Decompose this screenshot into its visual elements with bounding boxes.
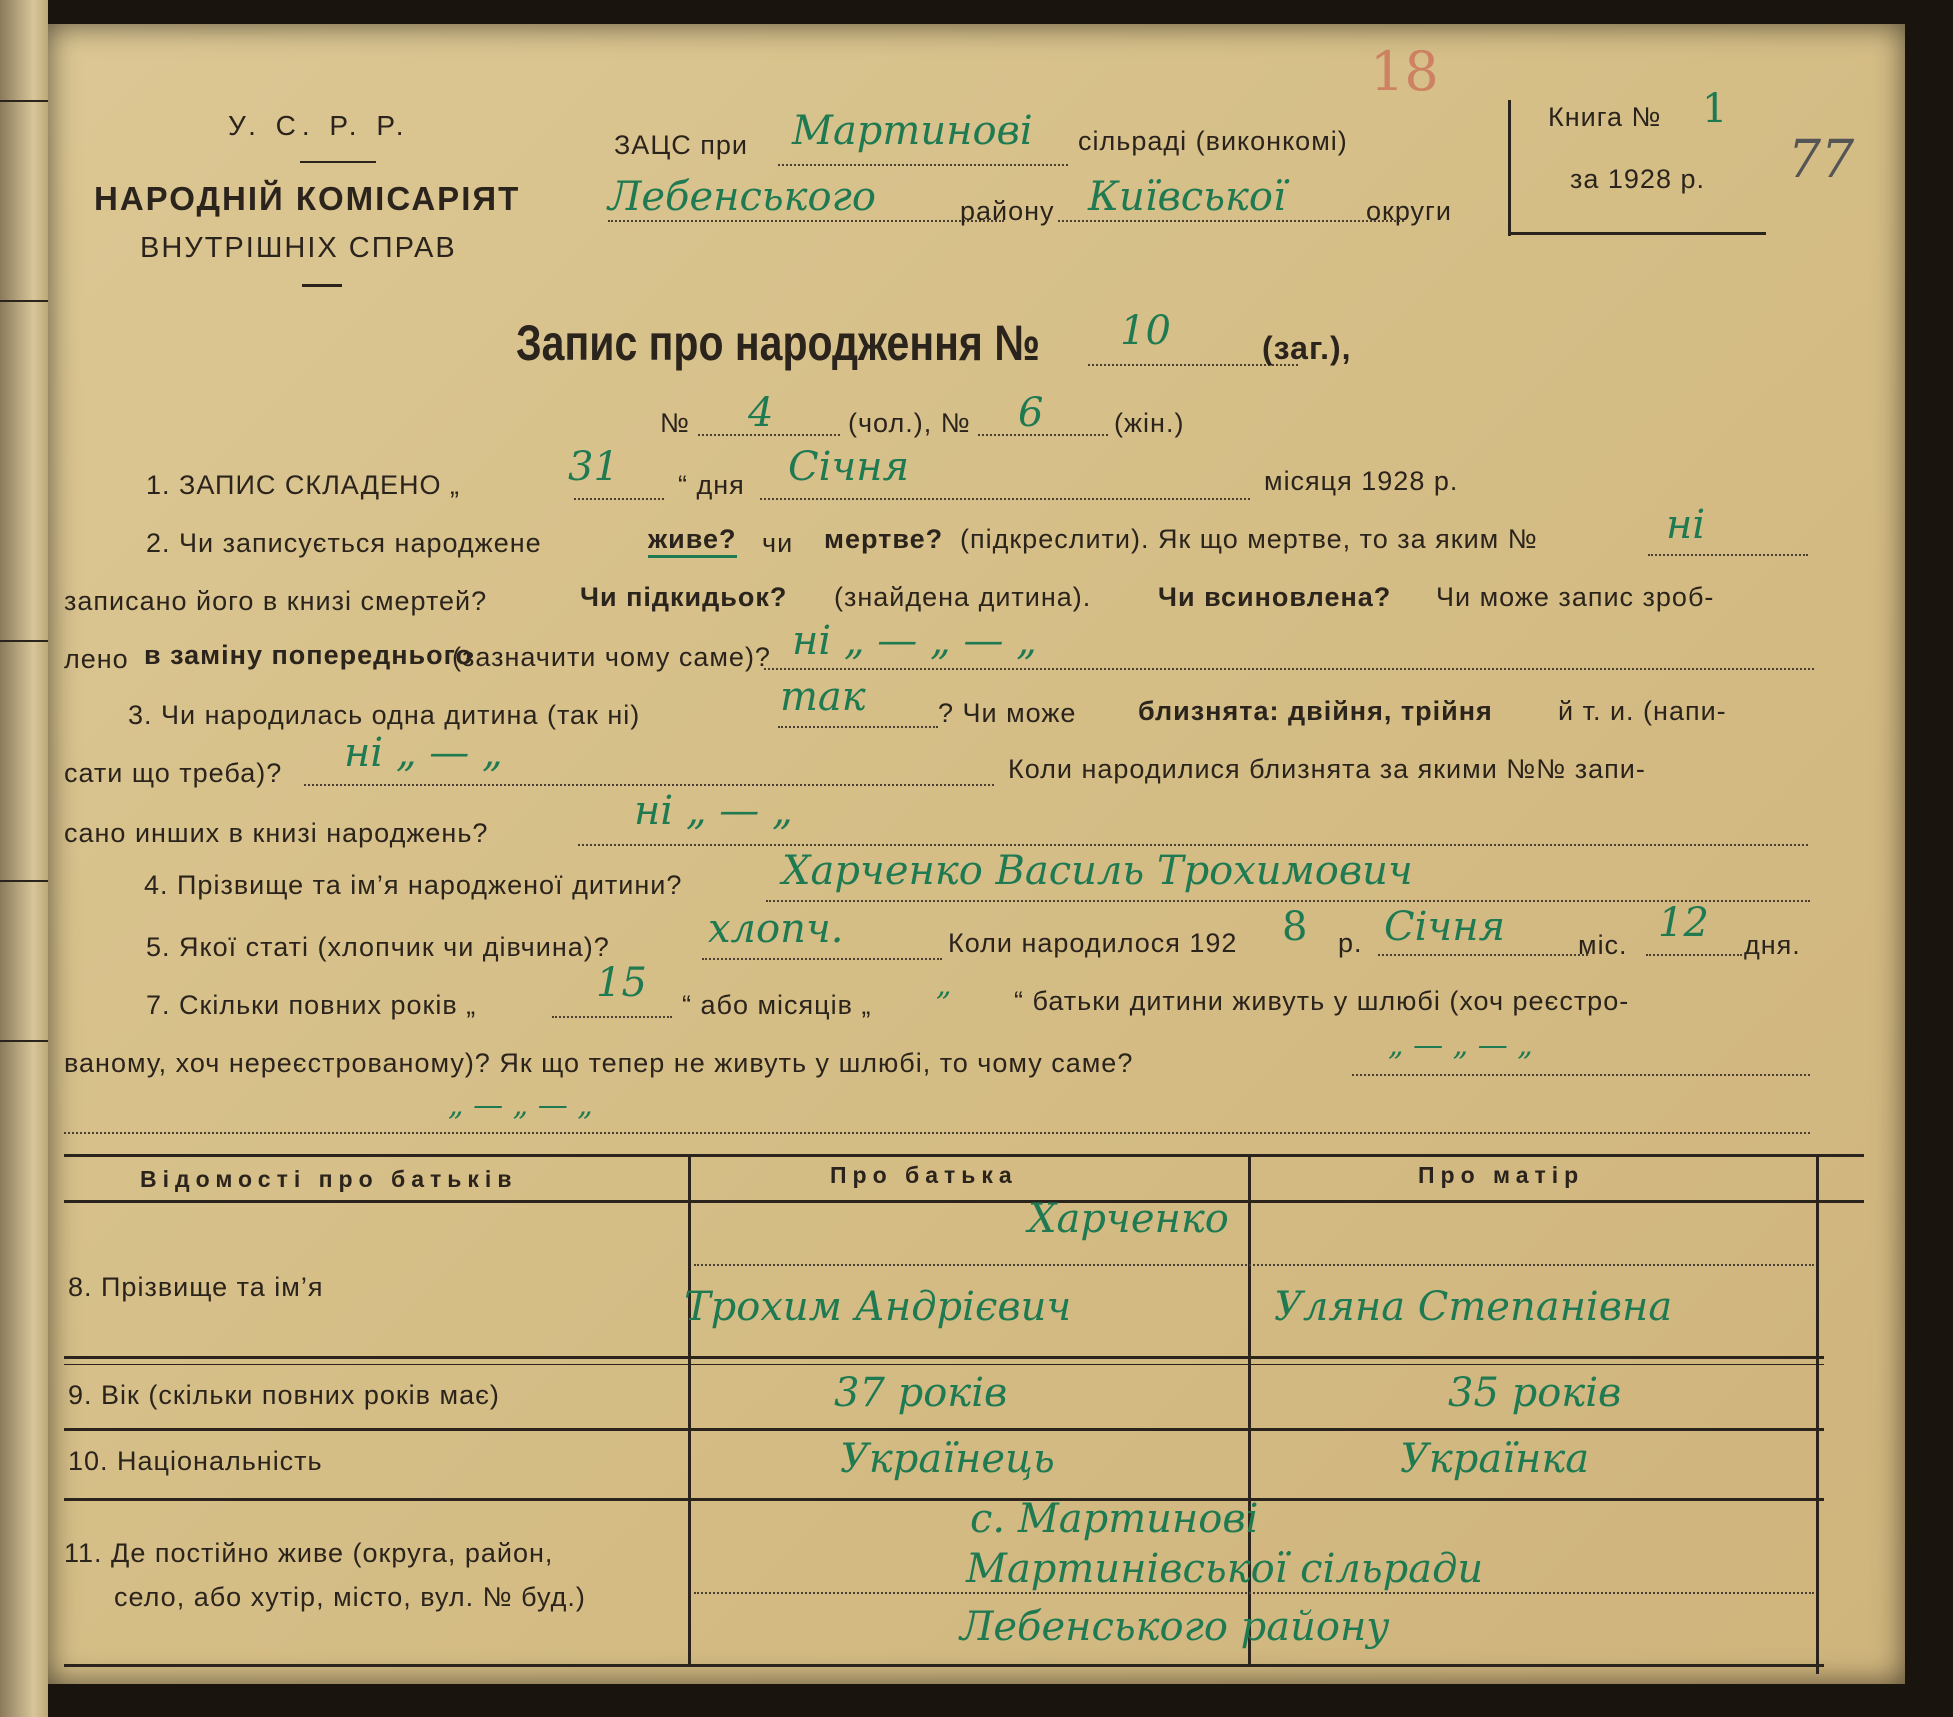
dept-label: ВНУТРІШНІХ СПРАВ xyxy=(140,232,457,264)
fill-line xyxy=(574,498,664,500)
zags-village-handwritten: Мартинові xyxy=(792,108,1033,154)
book-label: Книга № xyxy=(1548,102,1662,132)
fill-line xyxy=(694,1264,1814,1266)
raion-label: району xyxy=(960,196,1055,226)
line1-label: 1. ЗАПИС СКЛАДЕНО „ xyxy=(146,470,460,500)
q2-cont: записано його в книзі смертей? xyxy=(64,586,488,616)
zag-label: (заг.), xyxy=(1262,330,1352,366)
month-year-label: місяця 1928 р. xyxy=(1264,466,1459,496)
residence-silrada-handwritten: Мартинівської сільради xyxy=(966,1546,1484,1592)
fill-line xyxy=(64,1132,1810,1134)
book-year: за 1928 р. xyxy=(1570,164,1705,194)
q2-dead: мертве? xyxy=(824,524,944,554)
q7-reason-handwritten: „ — „ — „ xyxy=(1388,1028,1533,1063)
divider xyxy=(302,284,342,287)
father-age-handwritten: 37 років xyxy=(834,1370,1008,1416)
spine-rule xyxy=(0,640,48,642)
fill-line xyxy=(1648,554,1808,556)
q2-or: чи xyxy=(762,528,794,558)
mother-name-handwritten: Уляна Степанівна xyxy=(1274,1284,1673,1330)
spine-rule xyxy=(0,880,48,882)
table-border xyxy=(64,1154,1864,1157)
fill-line xyxy=(578,844,1808,846)
red-mark: 18 xyxy=(1370,40,1439,103)
marriage-months-handwritten: „ xyxy=(936,968,952,1003)
q3-cont2: сано инших в книзі народжень? xyxy=(64,818,489,848)
q2-replace-prev: в заміну попереднього xyxy=(144,640,474,670)
residence-raion-handwritten: Лебенського району xyxy=(960,1604,1390,1650)
q2-replace-handwritten: ні „ — „ — „ xyxy=(792,618,1037,664)
row8-label: 8. Прізвище та ім’я xyxy=(68,1272,324,1302)
q3-twins-handwritten: ні „ — „ xyxy=(344,730,503,776)
no-label: № xyxy=(660,408,690,438)
child-name-handwritten: Харченко Василь Трохимович xyxy=(782,848,1413,894)
q3-others-handwritten: ні „ — „ xyxy=(634,788,793,834)
page-number-pencil: 77 xyxy=(1788,130,1855,190)
birth-month-handwritten: Січня xyxy=(1384,904,1506,950)
row-divider xyxy=(64,1428,1824,1431)
fill-line xyxy=(304,784,994,786)
parents-surname-handwritten: Харченко xyxy=(1028,1196,1229,1242)
book-box-border xyxy=(1508,100,1511,236)
q5-day-label: дня. xyxy=(1744,930,1801,960)
q2-foundling: Чи підкидьок? xyxy=(580,582,788,612)
fill-line xyxy=(778,164,1068,166)
q2-found-child: (знайдена дитина). xyxy=(834,582,1092,612)
row-divider xyxy=(64,1356,1824,1359)
q2-replace: Чи може запис зроб- xyxy=(1436,582,1715,612)
q5-month-label: міс. xyxy=(1578,930,1628,960)
q2-answer-handwritten: ні xyxy=(1666,502,1706,548)
q4-label: 4. Прізвище та ім’я народженої дитини? xyxy=(144,870,683,900)
q5-when: Коли народилося 192 xyxy=(948,928,1238,958)
silradi-label: сільраді (виконкомі) xyxy=(1078,126,1348,156)
q2-alive-underlined: живе? xyxy=(648,524,737,558)
day-handwritten: 31 xyxy=(568,444,619,490)
fill-line xyxy=(1646,954,1742,956)
female-number-handwritten: 6 xyxy=(1018,390,1044,436)
birth-day-handwritten: 12 xyxy=(1658,900,1709,946)
row11-label-b: село, або хутір, місто, вул. № буд.) xyxy=(114,1582,586,1612)
birth-record-page xyxy=(48,24,1905,1684)
q3-twins: ? Чи може xyxy=(938,698,1077,728)
commissariat-label: НАРОДНІЙ КОМІСАРІЯТ xyxy=(94,180,521,217)
day-label: “ дня xyxy=(678,470,745,500)
fill-line xyxy=(1058,220,1404,222)
marriage-years-handwritten: 15 xyxy=(596,960,647,1006)
table-header-mother: Про матір xyxy=(1418,1162,1585,1188)
q5-year-suffix: р. xyxy=(1338,928,1363,958)
fill-line xyxy=(766,900,1810,902)
record-title: Запис про народження № xyxy=(516,315,1040,371)
q3-twins-when: Коли народилися близнята за якими №№ запи- xyxy=(1008,754,1646,784)
q7-reason-cont-handwritten: „ — „ — „ xyxy=(448,1088,593,1123)
row-divider xyxy=(64,1498,1824,1501)
table-border xyxy=(1816,1154,1819,1674)
fill-line xyxy=(1378,954,1588,956)
sex-handwritten: хлопч. xyxy=(708,906,844,952)
spine-rule xyxy=(0,1040,48,1042)
q7-months: “ або місяців „ xyxy=(682,990,872,1020)
table-header-info: Відомості про батьків xyxy=(140,1166,518,1192)
mother-nationality-handwritten: Українка xyxy=(1400,1436,1590,1482)
female-label: (жін.) xyxy=(1114,408,1185,438)
month-handwritten: Січня xyxy=(788,444,910,490)
fill-line xyxy=(1352,1074,1810,1076)
male-label: (чол.), № xyxy=(848,408,971,438)
fill-line xyxy=(552,1016,672,1018)
q2-label: 2. Чи записується народжене xyxy=(146,528,542,558)
divider xyxy=(300,161,376,163)
q3-twins-bold: близнята: двійня, трійня xyxy=(1138,696,1493,726)
birth-year-handwritten: 8 xyxy=(1282,904,1308,950)
row-divider xyxy=(64,1364,1824,1365)
q3-answer-handwritten: так xyxy=(780,674,866,720)
q7-rest: “ батьки дитини живуть у шлюбі (хоч реєстро- xyxy=(1014,986,1630,1016)
spine-rule xyxy=(0,100,48,102)
q2-adopted: Чи всиновлена? xyxy=(1158,582,1392,612)
q2-why: (зазначити чому саме)? xyxy=(452,642,771,672)
mother-age-handwritten: 35 років xyxy=(1448,1370,1622,1416)
row9-label: 9. Вік (скільки повних років має) xyxy=(68,1380,500,1410)
row10-label: 10. Національність xyxy=(68,1446,323,1476)
father-nationality-handwritten: Українець xyxy=(840,1436,1055,1482)
fill-line xyxy=(694,1592,1814,1594)
book-box-border xyxy=(1508,232,1766,235)
ussr-label: У. С. Р. Р. xyxy=(228,110,410,141)
table-col-divider xyxy=(688,1154,691,1664)
residence-village-handwritten: с. Мартинові xyxy=(970,1496,1259,1542)
q3-label: 3. Чи народилась одна дитина (так ні) xyxy=(128,700,641,730)
male-number-handwritten: 4 xyxy=(748,390,774,436)
okruh-handwritten: Київської xyxy=(1088,174,1286,220)
q3-etc: й т. и. (напи- xyxy=(1558,696,1727,726)
record-number-handwritten: 10 xyxy=(1120,308,1171,354)
table-header-father: Про батька xyxy=(830,1162,1018,1188)
fill-line xyxy=(760,498,1250,500)
table-border xyxy=(64,1200,1864,1203)
q2-cont2: лено xyxy=(64,644,129,674)
spine-rule xyxy=(0,300,48,302)
fill-line xyxy=(702,958,942,960)
q7-cont: ваному, хоч нереєстрованому)? Як що тепер не живуть у шлюбі, то чому саме? xyxy=(64,1048,1134,1078)
okruh-label: округи xyxy=(1366,196,1452,226)
fill-line xyxy=(764,668,1814,670)
row11-label-a: 11. Де постійно живе (округа, район, xyxy=(64,1538,554,1568)
q2-rest: (підкреслити). Як що мертве, то за яким № xyxy=(960,524,1538,554)
table-bottom xyxy=(64,1664,1824,1667)
q7-label: 7. Скільки повних років „ xyxy=(146,990,477,1020)
fill-line xyxy=(778,726,938,728)
q5-label: 5. Якої статі (хлопчик чи дівчина)? xyxy=(146,932,610,962)
q3-cont: сати що треба)? xyxy=(64,758,283,788)
father-name-handwritten: Трохим Андрієвич xyxy=(684,1284,1072,1330)
zags-label: ЗАЦС при xyxy=(614,130,749,160)
fill-line xyxy=(608,220,1004,222)
raion-handwritten: Лебенського xyxy=(608,174,876,220)
book-number-handwritten: 1 xyxy=(1702,86,1728,132)
book-spine xyxy=(0,0,48,1717)
